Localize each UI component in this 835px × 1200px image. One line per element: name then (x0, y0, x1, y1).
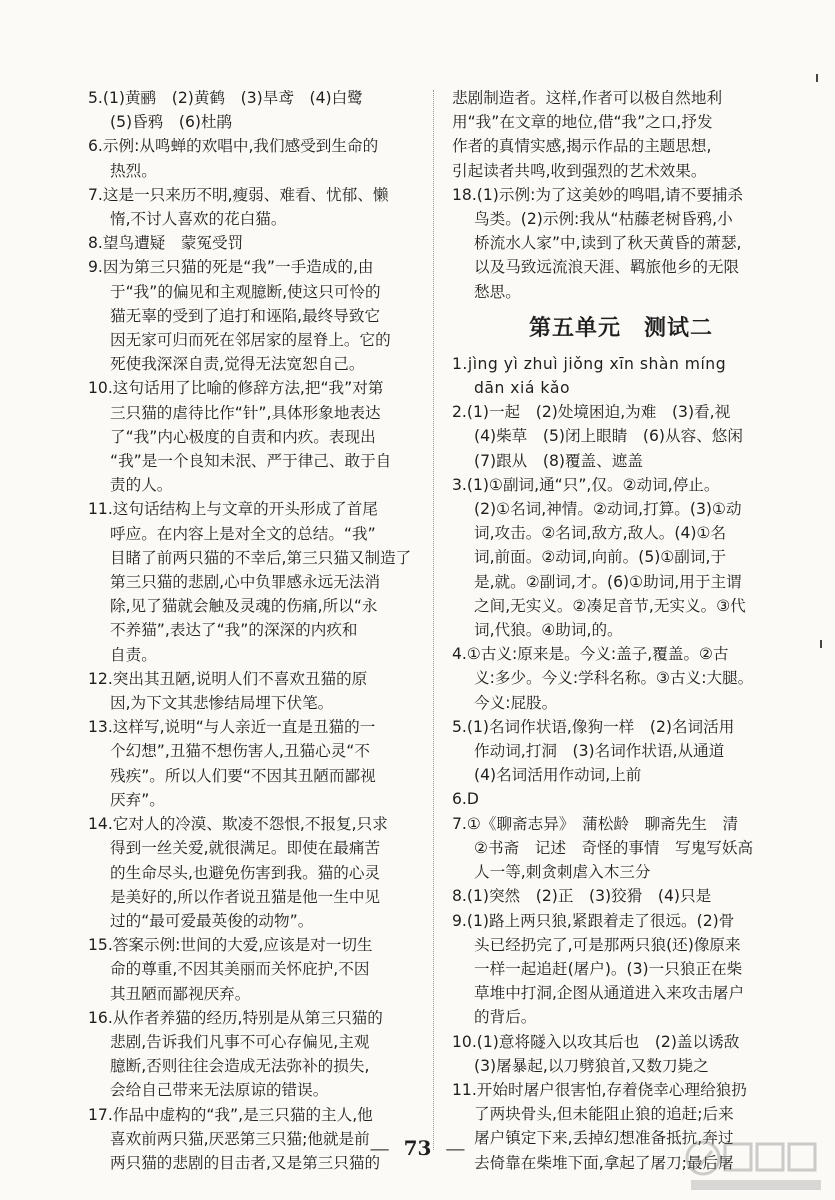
answer-line: 命的尊重,不因其美丽而关怀庇护,不因 (110, 960, 370, 979)
answer-line: 10.这句话用了比喻的修辞方法,把“我”对第 (88, 379, 384, 398)
answer-line: 愁思。 (474, 282, 521, 301)
right-column-top (452, 86, 790, 304)
answer-line: 自责。 (110, 645, 157, 664)
answer-line: 残疾”。所以人们要“不因其丑陋而鄙视 (110, 766, 376, 785)
answer-line: 因无家可归而死在邻居家的屋脊上。它的 (110, 331, 391, 350)
page-number: 73 (403, 1136, 432, 1160)
answer-line: (5)昏鸦 (6)杜鹃 (110, 113, 233, 132)
answer-line: 9.(1)路上两只狼,紧跟着走了很远。(2)骨 (452, 911, 735, 930)
answer-line: (4)名词活用作动词,上前 (474, 766, 642, 785)
answer-line: 于“我”的偏见和主观臆断,使这只可怜的 (110, 282, 381, 301)
answer-line: 6.D (452, 790, 479, 809)
answer-line: 的背后。 (474, 1008, 537, 1027)
answer-line: 草堆中打洞,企图从通道进入来攻击屠户 (474, 984, 745, 1003)
answer-item (452, 884, 790, 908)
answer-line: 9.因为第三只猫的死是“我”一手造成的,由 (88, 258, 374, 277)
answer-item (452, 715, 790, 788)
column-divider (433, 90, 434, 1150)
answer-line: 喜欢前两只猫,厌恶第三只猫;他就是前 (110, 1129, 370, 1148)
answer-line: 10.(1)意将隧入以攻其后也 (2)盖以诱敌 (452, 1032, 740, 1051)
answer-line: 今义:屁股。 (474, 693, 558, 712)
answer-item (88, 667, 422, 715)
margin-speck (820, 640, 822, 648)
answer-line: 8.望鸟遭疑 蒙冤受罚 (88, 234, 244, 253)
answer-item (88, 812, 422, 933)
answer-line: 惰,不讨人喜欢的花白猫。 (110, 210, 287, 229)
answer-item (88, 933, 422, 1006)
left-column (88, 86, 422, 1175)
answer-line: 了两块骨头,但未能阻止狼的追赶;后来 (474, 1105, 734, 1124)
answer-line: 死使我深深自责,觉得无法宽恕自己。 (110, 355, 365, 374)
answer-line: 目睹了前两只猫的不幸后,第三只猫又制造了 (110, 548, 412, 567)
answer-line: 5.(1)黄鹂 (2)黄鹤 (3)旱鸢 (4)白鹭 (88, 89, 363, 107)
answer-line: 13.这样写,说明“与人亲近一直是丑猫的一 (88, 718, 376, 737)
answer-item (452, 473, 790, 642)
right-column (452, 86, 790, 1175)
answer-line: 8.(1)突然 (2)正 (3)狡猾 (4)只是 (452, 887, 712, 906)
answer-line: 了“我”内心极度的自责和内疚。表现出 (110, 427, 376, 446)
answer-line: 17.作品中虚构的“我”,是三只猫的主人,他 (88, 1105, 373, 1124)
answer-item (452, 352, 790, 400)
answer-line: 12.突出其丑陋,说明人们不喜欢丑猫的原 (88, 669, 368, 688)
answer-line: 作者的真情实感,揭示作品的主题思想, (452, 137, 712, 156)
section-heading: 第五单元 测试二 (528, 315, 713, 341)
answer-line: “我”是一个良知未泯、严于律己、敢于自 (110, 452, 392, 471)
answer-line: 得到一丝关爱,就很满足。即使在最痛苦 (110, 839, 381, 858)
answer-line: 14.它对人的冷漠、欺凌不怨恨,不报复,只求 (88, 815, 388, 834)
answer-item (88, 376, 422, 497)
answer-line: 以及马致远流浪天涯、羁旅他乡的无限 (474, 258, 740, 277)
answer-line: 两只猫的悲剧的目击者,又是第三只猫的 (110, 1153, 381, 1172)
answer-line: 热烈。 (110, 161, 157, 180)
answer-line: 会给自己带来无法原谅的错误。 (110, 1081, 329, 1100)
footer-dash: — (369, 1136, 390, 1160)
answer-line: 屠户镇定下来,丢掉幻想准备抵抗,奔过 (474, 1129, 734, 1148)
answer-line: 5.(1)名词作状语,像狗一样 (2)名词活用 (452, 717, 735, 736)
answer-item (452, 909, 790, 1030)
answer-item (88, 86, 422, 134)
answer-line: 责的人。 (110, 476, 173, 495)
margin-speck (816, 74, 818, 82)
answer-line: 猫无辜的受到了追打和诬陷,最终导致它 (110, 306, 381, 325)
answer-line: ②书斋 记述 奇怪的事情 写鬼写妖高 (474, 838, 754, 857)
answer-line: 鸟类。(2)示例:我从“枯藤老树昏鸦,小 (474, 210, 733, 229)
answer-line: 11.开始时屠户很害怕,存着侥幸心理给狼扔 (452, 1080, 747, 1099)
answer-item (452, 400, 790, 473)
answer-item (88, 183, 422, 231)
answer-line: 悲剧,告诉我们凡事不可心存偏见,主观 (110, 1032, 370, 1051)
answer-line: 4.①古义:原来是。今义:盖子,覆盖。②古 (452, 645, 729, 664)
answer-line: 词,攻击。②名词,敌方,敌人。(4)①名 (474, 524, 727, 543)
answer-line: 一样一起追赶(屠户)。(3)一只狼正在柴 (474, 959, 743, 978)
answer-line: 词,前面。②动词,向前。(5)①副词,于 (474, 548, 727, 567)
answer-line: 厌弃”。 (110, 790, 165, 809)
answer-line: (2)①名词,神情。②动词,打算。(3)①动 (474, 500, 742, 519)
answer-item (452, 642, 790, 715)
answer-line: (4)柴草 (5)闭上眼睛 (6)从容、悠闲 (474, 427, 743, 446)
answer-line: 3.(1)①副词,通“只”,仅。②动词,停止。 (452, 475, 720, 494)
answer-line: 18.(1)示例:为了这美妙的鸣唱,请不要捕杀 (452, 185, 744, 204)
answer-item (88, 1006, 422, 1103)
footer-dash: — (445, 1136, 466, 1160)
answer-line: 义:多少。今义:学科名称。③古义:大腿。 (474, 669, 754, 688)
answer-item (452, 183, 790, 304)
answer-line: 是美好的,所以作者说丑猫是他一生中见 (110, 887, 381, 906)
answer-line: 是,就。②副词,才。(6)①助词,用于主谓 (474, 572, 742, 591)
answer-item (88, 497, 422, 666)
answer-line: 2.(1)一起 (2)处境困迫,为难 (3)看,视 (452, 403, 731, 422)
answer-item (452, 86, 790, 183)
answer-line: (7)跟从 (8)覆盖、遮盖 (474, 451, 643, 470)
answer-line: 11.这句话结构上与文章的开头形成了首尾 (88, 500, 378, 519)
answer-line: 作动词,打洞 (3)名词作状语,从通道 (474, 742, 725, 761)
answer-item (88, 134, 422, 182)
answer-line: 之间,无实义。②凑足音节,无实义。③代 (474, 596, 746, 615)
answer-line: 过的“最可爱最英俊的动物”。 (110, 911, 314, 930)
answer-line: 个幻想”,丑猫不想伤害人,丑猫心灵“不 (110, 742, 370, 761)
answer-line: dān xiá kǎo (474, 379, 570, 398)
answer-item (88, 231, 422, 255)
answer-line: 去倚靠在柴堆下面,拿起了屠刀;最后屠 (474, 1153, 734, 1172)
answer-line: 人一等,刺贪刺虐入木三分 (474, 863, 651, 882)
answer-line: 词,代狼。④助词,的。 (474, 621, 623, 640)
answer-line: 引起读者共鸣,收到强烈的艺术效果。 (452, 161, 707, 180)
answer-line: 除,见了猫就会触及灵魂的伤痛,所以“永 (110, 597, 378, 616)
answer-line: 7.这是一只来历不明,瘦弱、难看、忧郁、懒 (88, 185, 389, 204)
answer-line: 三只猫的虐待比作“针”,具体形象地表达 (110, 403, 381, 422)
answer-item (88, 715, 422, 812)
answer-line: 第三只猫的悲剧,心中负罪感永远无法消 (110, 573, 381, 592)
answer-line: 其丑陋而鄙视厌弃。 (110, 984, 251, 1003)
answer-line: 7.①《聊斋志异》 蒲松龄 聊斋先生 清 (452, 814, 739, 833)
answer-line: 悲剧制造者。这样,作者可以极自然地利 (452, 89, 723, 107)
answer-line: 臆断,否则往往会造成无法弥补的损失, (110, 1057, 370, 1076)
answer-line: (3)屠暴起,以刀劈狼首,又数刀毙之 (474, 1056, 709, 1075)
right-column-bottom (452, 352, 790, 1175)
answer-item (452, 787, 790, 811)
answer-line: 因,为下文其悲惨结局埋下伏笔。 (110, 694, 334, 713)
answer-line: 桥流水人家”中,读到了秋天黄昏的萧瑟, (474, 234, 742, 253)
answer-line: 15.答案示例:世间的大爱,应该是对一切生 (88, 936, 373, 955)
answer-line: 16.从作者养猫的经历,特别是从第三只猫的 (88, 1008, 383, 1027)
answer-line: 的生命尽头,也避免伤害到我。猫的心灵 (110, 863, 381, 882)
watermark-logo (681, 1134, 831, 1198)
answer-line: 6.示例:从鸣蝉的欢唱中,我们感受到生命的 (88, 137, 379, 156)
answer-item (88, 255, 422, 376)
answer-item (452, 812, 790, 885)
answer-line: 1.jìng yì zhuì jiǒng xīn shàn míng (452, 354, 727, 373)
answer-item (452, 1030, 790, 1078)
answer-line: 用“我”在文章的地位,借“我”之口,抒发 (452, 113, 713, 132)
answer-line: 头已经扔完了,可是那两只狼(还)像原来 (474, 935, 741, 954)
answer-line: 呼应。在内容上是对全文的总结。“我” (110, 524, 376, 543)
answer-line: 不养猫”,表达了“我”的深深的内疚和 (110, 621, 358, 640)
